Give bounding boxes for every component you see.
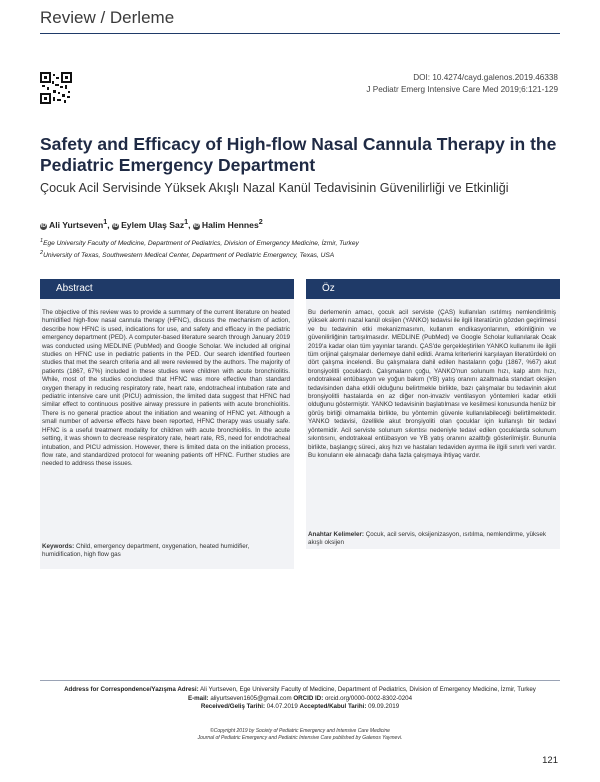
author-list: iD Ali Yurtseven$^1$, iD Eylem Ulaş Saz$^1$, iD Halim Hennes$^2$ [41, 218, 263, 230]
page-number: 121 [542, 755, 558, 766]
email-link[interactable]: aliyurtseven1605@gmail.com [210, 694, 292, 702]
journal-citation: J Pediatr Emerg Intensive Care Med 2019;6:121-129 [366, 85, 558, 94]
section-label: Review / Derleme [40, 8, 175, 27]
oz-heading: Öz [306, 279, 560, 299]
abstract-heading: Abstract [40, 279, 294, 299]
doi[interactable]: DOI: 10.4274/cayd.galenos.2019.46338 [413, 73, 558, 82]
qr-code-icon [40, 72, 72, 104]
author: iD Eylem Ulaş Saz$^1$ [113, 218, 189, 230]
abstract-panel [40, 279, 294, 569]
doi-block [366, 72, 558, 96]
article-subtitle: Çocuk Acil Servisinde Yüksek Akışlı Nazal Kanül Tedavisinin Güvenilirliği ve Etkinliği [40, 181, 509, 195]
header-rule [40, 33, 560, 34]
author: iD Ali Yurtseven$^1$ [41, 218, 108, 230]
article-title: Safety and Efficacy of High-flow Nasal Cannula Therapy in the Pediatric Emergency Department [40, 134, 557, 175]
affiliation: $^2$University of Texas, Southwestern Medical Center, Department of Pediatric Emergency, Texas, USA [40, 250, 335, 260]
oz-panel [306, 279, 560, 549]
author: iD Halim Hennes$^2$ [193, 218, 263, 230]
correspondence-block: Address for Correspondence/Yazışma Adresi: Ali Yurtseven, Ege University Faculty of Medicine, Department of Pediatrics, Division of Emergency Medicine, İzmir, Turkey E-mail: aliyurtseven1605@gmail.com ORCID ID: orcid.org/0000-0002-8302-0204 Received/Geliş Tarihi: 04.07.2019 Accepted/Kabul Tarihi: 09.09.2019 [64, 686, 536, 711]
footer-rule [40, 680, 560, 681]
orcid-icon[interactable]: iD [113, 222, 119, 229]
oz-keywords: Anahtar Kelimeler: Çocuk, acil servis, oksijenizasyon, ısıtılma, nemlendirme, yüksek akışlı oksijen [308, 531, 546, 547]
abstract-text: The objective of this review was to provide a summary of the current literature on heated humidified high-flow nasal cannula therapy (HFNC), discuss the mechanism of action, describe how HFNC is used, indications for use, and safety and efficacy in the pediatric emergency department (PED). A computer-based literature search through January 2019 was conducted using MEDLINE (PubMed) and Google Scholar. We included all original studies on HFNC use in pediatric patients in the PED. Our search identified fourteen studies that met the search criteria and all were reviewed by the authors. The majority of patients (1867, 67%) included in these studies were children with acute bronchiolitis. While, most of the studies concluded that HFNC was more effective than standard oxygen therapy in reducing respiratory rate, heart rate, endotracheal intubation rate and pediatric intensive care unit (PICU) admission, the limited data suggest that HFNC had similar effect to continuous positive airway pressure in patients with acute bronchiolitis. There is no general practice about the initiation and weaning of HFNC yet. Although a small number of adverse effects have been reported, HFNC therapy was usually safe. HFNC is a useful treatment modality for children with acute bronchiolitis. In the acute setting, it was shown to decrease respiratory rate, heart rate, RS, need for endotracheal intubation, and PICU admission. However, there is limited data on the initiation process, flow rate, and standardized protocol for weaning patients off HFNC. Further studies are needed to address these issues. [42, 309, 290, 468]
oz-text: Bu derlemenin amacı, çocuk acil serviste (ÇAS) kullanılan ısıtılmış nemlendirilmiş yüksek akımlı nazal kanül oksijen (YANKO) tedavisi ile ilgili literatürün gözden geçirilmesi ve bu tedavinin etki mekanizmasının, kullanım endikasyonlarının, etkinliğinin ve güvenilirliğinin tartışılmasıdır. MEDLINE (PubMed) ve Google Scholar kullanılarak Ocak 2019'a kadar olan tüm yayınlar tarandı. ÇAS'de gerçekleştirilen YANKO kullanımı ile ilgili tüm orijinal çalışmalar derlemeye dahil edildi. Arama kriterlerini karşılayan literatürdeki on dört çalışma incelendi. Bu çalışmalara dahil edilen hastaların çoğu (1867, %67) akut bronşiyolitli çocuklardı. Çalışmaların çoğu, YANKO'nun solunum hızı, kalp atım hızı, endotrakeal entübasyon ve yoğun bakım (YB) yatış oranını azaltmada standart oksijen tedavisinden daha etkili olduğunu belirtmekle birlikte, bazı çalışmalar bu tedavinin akut bronşiyolitli hastalarda en az diğer non-invaziv ventilasyon yöntemleri kadar etkili olduğunu göstermiştir. YANKO tedavisinin başlatılması ve kesilmesi konusunda henüz bir görüş birliği olmamakla birlikte, bu yöntemin güvenle kullanılabileceği belirtilmektedir. YANKO tedavisi, özellikle akut bronşiyoliti olan çocuklar için kullanışlı bir tedavi yöntemidir. Acil serviste solunum sıkıntısı nedeniyle tedavi edilen çocuklarda solunum sıkıntısını, endotrakeal entübasyon ve YB yatış oranını azalttığı gösterilmiştir. Bununla birlikte, başlangıç süreci, akış hızı ve hastaları tedaviden ayırma ile ilgili sınırlı veri vardır. Bu konuların ele alınacağı daha fazla çalışmaya ihtiyaç vardır. [308, 309, 556, 459]
orcid-icon[interactable]: iD [193, 222, 199, 229]
affiliation: $^1$Ege University Faculty of Medicine, Department of Pediatrics, Division of Emergency Medicine, İzmir, Turkey [40, 238, 359, 248]
copyright-note: ©Copyright 2019 by Society of Pediatric Emergency and Intensive Care Medicine Journal of Pediatric Emergency and Pediatric Intensive Care published by Galenos Yayınevi. [197, 728, 403, 741]
orcid-icon[interactable]: iD [41, 222, 46, 229]
abstract-keywords: Keywords: Child, emergency department, oxygenation, heated humidifier, humidification, high flow gas [42, 543, 250, 559]
orcid-link[interactable]: orcid.org/0000-0002-8302-0204 [324, 694, 413, 702]
